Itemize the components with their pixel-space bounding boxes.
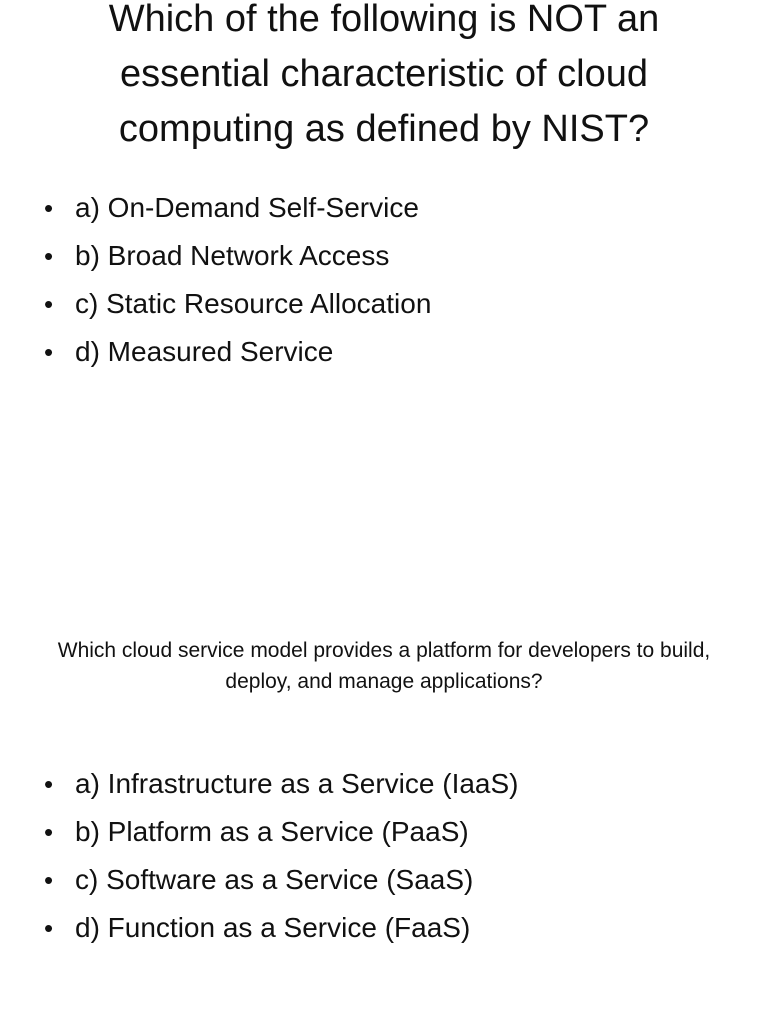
option-item [42, 808, 732, 856]
option-text: d) Measured Service [75, 336, 334, 367]
option-item [42, 904, 732, 952]
bullet-icon: • [44, 865, 54, 895]
option-text: a) On-Demand Self-Service [75, 192, 419, 223]
option-item [42, 280, 732, 328]
option-list [42, 184, 732, 376]
question-title: Which cloud service model provides a platform for developers to build, deploy, and manage applications? [57, 639, 711, 693]
option-text: c) Static Resource Allocation [75, 288, 432, 319]
bullet-icon: • [44, 337, 54, 367]
option-list [42, 760, 732, 952]
option-text: b) Broad Network Access [75, 240, 390, 271]
option-text: b) Platform as a Service (PaaS) [75, 816, 469, 847]
bullet-icon: • [44, 913, 54, 943]
bullet-icon: • [44, 193, 54, 223]
bullet-icon: • [44, 817, 54, 847]
option-item [42, 232, 732, 280]
option-item [42, 760, 732, 808]
question-title: Which of the following is NOT an essential characteristic of cloud computing as defined by NIST? [108, 0, 660, 150]
option-item [42, 184, 732, 232]
bullet-icon: • [44, 241, 54, 271]
bullet-icon: • [44, 769, 54, 799]
option-item [42, 328, 732, 376]
option-text: c) Software as a Service (SaaS) [75, 864, 474, 895]
bullet-icon: • [44, 289, 54, 319]
slide-2 [0, 512, 768, 1024]
option-text: a) Infrastructure as a Service (IaaS) [75, 768, 519, 799]
option-item [42, 856, 732, 904]
option-text: d) Function as a Service (FaaS) [75, 912, 471, 943]
